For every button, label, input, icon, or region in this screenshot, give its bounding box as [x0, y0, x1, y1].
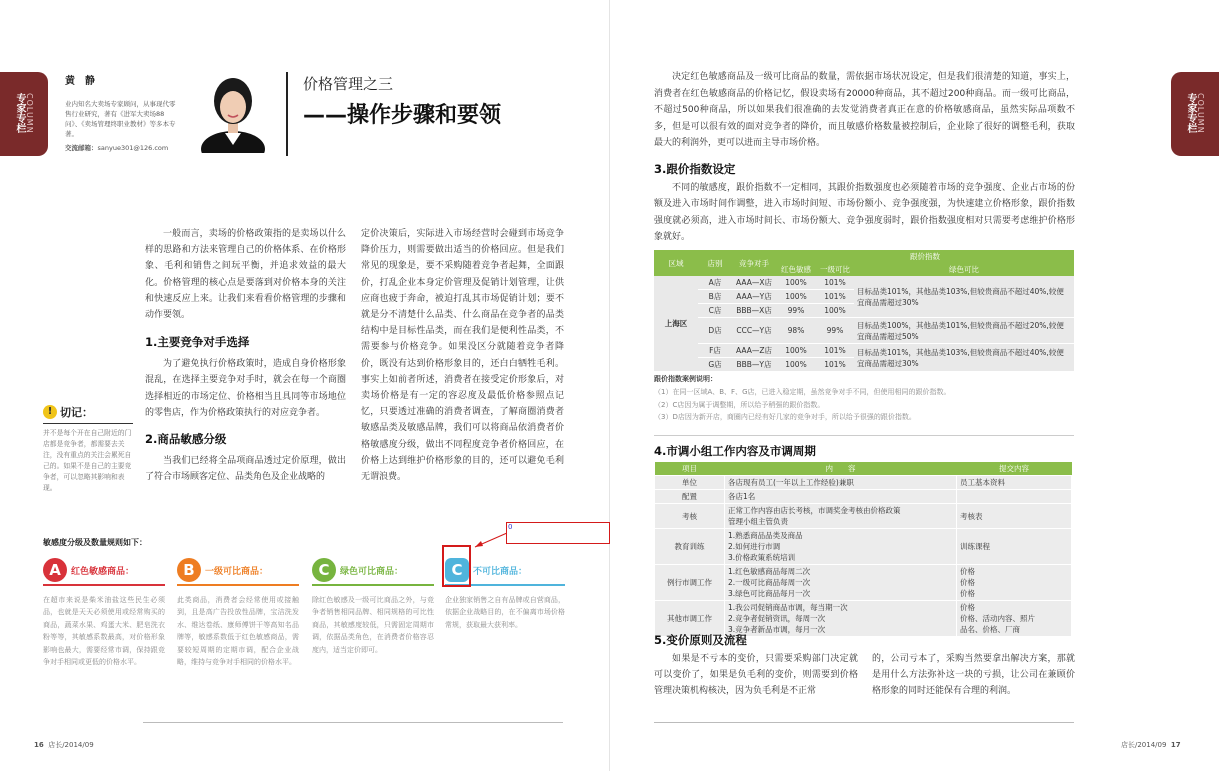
column-2 [361, 226, 564, 485]
red-cell: 100% [776, 358, 816, 372]
content-line: 3.绿色可比商品每月一次 [728, 589, 811, 598]
th-level1: 一级可比 [816, 263, 854, 276]
warning-header [43, 404, 133, 424]
th-submit: 提交内容 [957, 462, 1072, 476]
level1-cell: 101% [816, 358, 854, 372]
content-cell [725, 565, 957, 601]
store-cell: D店 [698, 318, 732, 344]
author-bio: 业内知名大卖场专家顾问，从事现代零售行业研究，著有《进军大卖场88问》、《卖场管理终职业教材》等多本专著。 [65, 100, 176, 138]
level1-cell: 101% [816, 344, 854, 358]
table-row [654, 318, 1074, 344]
th-index: 跟价指数 [776, 250, 1074, 263]
region-cell: 上海区 [654, 276, 698, 372]
level1-cell: 99% [816, 318, 854, 344]
green-cell: 目标品类101%，其他品类103%,但较贵商品不超过40%,较便宜商品需超过30% [854, 344, 1074, 372]
footer-right [1121, 740, 1181, 750]
level1-cell: 100% [816, 304, 854, 318]
email-label: 交流邮箱： [65, 144, 98, 152]
letter-c-icon: C [312, 558, 336, 582]
author-email-row [65, 143, 180, 152]
store-cell: F店 [698, 344, 732, 358]
red-cell: 100% [776, 290, 816, 304]
paragraph: 一般而言，卖场的价格政策指的是卖场以什么样的思路和方法来管理自己的价格体系、在价格形象、毛利和销售之间玩平衡，并追求效益的最大化。价格管理的核心点是要落到对价格本身的关注和快速反应上来。让我们来看看价格管理的步骤和动作要领。 [145, 229, 346, 321]
paragraph: 定价决策后，实际进入市场经营时会碰到市场竞争降价压力，则需要做出适当的价格回应。但是我们常见的现象是，要不采购随着竞争者起舞，全面跟价，打乱企业本身定价管理及促销计划管理，让供应商也疲于奔命，被迫打乱其市场促销计划；要不就是分不清楚什么品类、什么商品在竞争者的品类结构中是目标性品类，而在我们是便利性品类，不需要参与价格竞争。如果没区分就随着竞争者降价，既没有达到价格形象目的，还白白牺牲毛利。事实上如前者所述，消费者在接受定价形象后，对卖场价格是有一定的容忍度及最低价格参照点记忆，只要透过准确的消费者调查，了解商圈消费者敏感品类及敏感品牌，我们可以将商品依消费者价格敏感度分级，做出不同程度竞争者价格回应，在价格上达到维护价格形象的目的，还可以避免毛利无谓浪费。 [361, 229, 564, 483]
green-cell: 目标品类101%，其他品类103%,但较贵商品不超过40%,较便宜商品需超过30% [854, 276, 1074, 318]
footer-rule [143, 722, 563, 723]
magazine-issue: 店长/2014/09 [1121, 741, 1167, 749]
section-heading: 1.主要竞争对手选择 [145, 335, 250, 350]
right-intro [654, 69, 1075, 152]
rule-heading: 敏感度分级及数量规则如下： [43, 538, 147, 547]
table-row [655, 504, 1072, 529]
submit-cell [957, 529, 1072, 565]
store-cell: C店 [698, 304, 732, 318]
level1-cell: 101% [816, 290, 854, 304]
column-tab-sub: COLUMN [25, 92, 34, 134]
th-item: 项目 [655, 462, 725, 476]
competitor-cell: AAA—Z店 [732, 344, 776, 358]
card-green [312, 558, 434, 656]
paragraph: 的，公司亏本了，采购当然要拿出解决方案，那就是用什么方法弥补这一块的亏损，让公司在兼顾价格形象的同时还能保有合理的利润。 [872, 654, 1075, 697]
card-orange [177, 558, 299, 668]
card-text: 此类商品，消费者会经常使用或接触到，且是高广告投放性品牌，宝洁洗发水、维达卷纸、康师傅饼干等高知名品牌等，敏感系数低于红色敏感商品，需要较短周期的定期市调，配合企业战略，维持与竞争对手相同的价格水平。 [177, 596, 299, 667]
price-index-table [654, 250, 1074, 372]
card-text: 企业独家销售之自有品牌或自营商品，依据企业战略目的，在不偏离市场价格常规，获取最大获利率。 [445, 596, 565, 629]
paragraph: 当我们已经将全品项商品透过定价原理，做出了符合市场顾客定位、品类角色及企业战略的 [145, 456, 346, 483]
item-cell: 例行市调工作 [655, 565, 725, 601]
table-row [654, 344, 1074, 358]
card-header [312, 558, 434, 586]
submit-line: 价格 [960, 567, 975, 576]
submit-cell [957, 601, 1072, 637]
paragraph: 决定红色敏感商品及一级可比商品的数量，需依据市场状况设定，但是我们很清楚的知道，事实上，消费者在红色敏感商品的价格记忆，假设卖场有20000种商品，其不超过200种商品。而一级可比商品，不超过500种商品，所以如果我们很准确的去发觉消费者真正在意的价格敏感商品，虽然实际品项数不多，但是可以很有效的面对竞争者的降价，而且敏感价格数量被控制后，企业除了很好的调整毛利，获取最大的利润外，更可以进而主导市场价格。 [654, 72, 1075, 149]
th-content: 内 容 [725, 462, 957, 476]
annotation-label-box[interactable] [506, 522, 610, 544]
card-text: 除红色敏感及一级可比商品之外，与竞争者销售相同品牌、相同规格的可比性商品，其敏感度较低，只需固定周期市调，依据品类角色，在消费者价格容忍度内，适当定价即可。 [312, 596, 434, 654]
item-cell: 教育训练 [655, 529, 725, 565]
competitor-cell: AAA—X店 [732, 276, 776, 290]
submit-cell [957, 565, 1072, 601]
content-cell [725, 476, 957, 490]
card-label: 一级可比商品： [205, 566, 269, 577]
card-red [43, 558, 165, 668]
green-cell: 目标品类100%，其他品类101%,但较贵商品不超过20%,较便宜商品需超过50% [854, 318, 1074, 344]
page-number: 17 [1170, 741, 1181, 749]
card-text: 在超市来说是柴米油盐这些民生必须品，也就是天天必须使用或经常购买的商品，蔬菜水果、鸡蛋大米、肥皂洗衣粉等等，其敏感系数最高，对价格形象影响也最大，需要经常市调，保持跟竞争对手相同或更低的价格水平。 [43, 596, 165, 667]
submit-cell [957, 476, 1072, 490]
column-tab-left [0, 72, 48, 156]
th-red: 红色敏感 [776, 263, 816, 276]
paragraph: 不同的敏感度，跟价指数不一定相同，其跟价指数强度也必须随着市场的竞争强度、企业占市场的份额及进入市场时间作调整，进入市场时间短、市场份额小、竞争强度强，为快速建立价格形象，跟价指数强度就必须高，进入市场时间长、市场份额大、竞争强度弱时，跟价指数强度相对只需要考虑维护价格形象就好。 [654, 183, 1075, 243]
store-cell: B店 [698, 290, 732, 304]
content-line: 3.竞争者新品市调，每月一次 [728, 625, 826, 634]
column-tab-text: 专家专栏 [1185, 93, 1196, 133]
competitor-cell: BBB—X店 [732, 304, 776, 318]
content-line: 2.如何进行市调 [728, 542, 781, 551]
level1-cell: 101% [816, 276, 854, 290]
section-heading: 2.商品敏感分级 [145, 432, 227, 447]
survey-team-table [654, 462, 1072, 637]
magazine-issue: 店长/2014/09 [48, 741, 94, 749]
author-email: sanyue301@126.com [97, 144, 169, 152]
content-cell [725, 504, 957, 529]
red-cell: 100% [776, 276, 816, 290]
submit-line: 品名、价格、厂商 [960, 625, 1020, 634]
content-line: 2.竞争者促销资讯，每周一次 [728, 614, 826, 623]
content-cell [725, 490, 957, 504]
th-store: 店别 [698, 250, 732, 276]
item-cell: 单位 [655, 476, 725, 490]
th-competitor: 竞争对手 [732, 250, 776, 276]
annotation-label: 0 [508, 523, 513, 531]
warning-icon: ! [43, 405, 57, 419]
th-region: 区域 [654, 250, 698, 276]
red-cell: 99% [776, 304, 816, 318]
section-heading: 4.市调小组工作内容及市调周期 [654, 444, 816, 458]
author-name: 黄 静 [65, 76, 95, 87]
letter-b-icon: B [177, 558, 201, 582]
right-col-b [872, 651, 1075, 700]
table-row [655, 490, 1072, 504]
submit-line: 考核表 [960, 511, 983, 521]
card-label: 绿色可比商品： [340, 566, 404, 577]
author-block [65, 72, 180, 152]
red-cell: 98% [776, 318, 816, 344]
right-p2 [654, 180, 1075, 246]
red-cell: 100% [776, 344, 816, 358]
annotation-highlight-box [442, 545, 471, 587]
submit-line: 价格、活动内容、照片 [960, 614, 1035, 623]
note-item: （3）D店因为新开店，商圈内已经有好几家的竞争对手，所以给予很强的跟价指数。 [654, 413, 916, 422]
card-header [43, 558, 165, 586]
store-cell: G店 [698, 358, 732, 372]
table-row [654, 276, 1074, 290]
title-line1: 价格管理之三 [303, 75, 394, 93]
author-photo [197, 73, 269, 153]
competitor-cell: CCC—Y店 [732, 318, 776, 344]
content-cell [725, 529, 957, 565]
warning-box [43, 404, 133, 494]
paragraph: 为了避免执行价格政策时，造成自身价格形象混乱，在选择主要竞争对手时，就会在每一个商圈选择相近的市场定位、价格相当且具同等市场地位的零售店，作为价格政策执行的对应竞争者。 [145, 359, 346, 418]
item-cell: 配置 [655, 490, 725, 504]
column-tab-text: 专家专栏 [14, 93, 25, 133]
letter-a-icon: A [43, 558, 67, 582]
notes-title: 跟价指数案例说明： [654, 375, 717, 383]
submit-line: 价格 [960, 578, 975, 587]
submit-cell [957, 490, 1072, 504]
item-cell: 考核 [655, 504, 725, 529]
article-title [303, 73, 501, 129]
divider [654, 435, 1074, 436]
content-line: 1.红色敏感商品每周二次 [728, 567, 811, 576]
note-item: （2）C店因为属于调整期，所以给予稍强的跟价指数。 [654, 400, 825, 409]
column-1 [145, 226, 346, 485]
letter-c-icon: C [445, 558, 469, 582]
warning-text: 并不是每个开在自己附近的门店都是竞争者，都需要去关注，没有重点的关注会累死自己的。如果不是自己的主要竞争者，可以忽略其影响和表现。 [43, 429, 132, 492]
card-label: 不可比商品： [473, 566, 528, 577]
content-line: 3.价格政策系统培训 [728, 553, 796, 562]
content-cell [725, 601, 957, 637]
content-line: 各店1名 [728, 492, 756, 501]
column-tab-right [1171, 72, 1219, 156]
column-tab-sub: COLUMN [1196, 92, 1205, 134]
page-number: 16 [34, 741, 44, 749]
submit-line: 训练课程 [960, 542, 990, 551]
section-heading: 5.变价原则及流程 [654, 633, 747, 647]
title-line2: ——操作步骤和要领 [303, 103, 502, 128]
table-row [655, 476, 1072, 490]
card-label: 红色敏感商品： [71, 566, 135, 577]
warning-title: 切记： [60, 406, 93, 419]
note-item: （1）在同一区域A、B、F、G店，已进入稳定期，虽然竞争对手不同，但使用相同的跟价指数。 [654, 388, 951, 396]
content-line: 正常工作内容由店长考核，市调奖金考核由价格政策 [728, 506, 901, 515]
right-col-a [654, 651, 858, 700]
title-rule [286, 72, 288, 156]
table-row [655, 529, 1072, 565]
index-notes [654, 373, 1075, 424]
content-line: 1.熟悉商品品类及商品 [728, 531, 803, 540]
paragraph: 如果是不亏本的变价，只需要采购部门决定就可以变价了，如果是负毛利的变价，则需要到价格管理决策机构核决，因为负毛利是不正常 [654, 654, 858, 697]
footer-left [34, 740, 94, 750]
content-line: 1.我公司促销商品市调，每当期一次 [728, 603, 848, 612]
store-cell: A店 [698, 276, 732, 290]
content-line: 2.一级可比商品每周一次 [728, 578, 811, 587]
submit-line: 员工基本资料 [960, 478, 1005, 487]
th-green: 绿色可比 [854, 263, 1074, 276]
submit-line: 价格 [960, 603, 975, 612]
submit-line: 价格 [960, 589, 975, 598]
content-line: 各店现有员工(一年以上工作经验)兼职 [728, 478, 854, 487]
table-row [655, 565, 1072, 601]
competitor-cell: BBB—Y店 [732, 358, 776, 372]
section-heading: 3.跟价指数设定 [654, 162, 736, 176]
footer-rule [654, 722, 1074, 723]
page-spine [609, 0, 610, 771]
annotation-arrow [470, 530, 510, 550]
card-header [177, 558, 299, 586]
content-line: 管理小组主管负责 [728, 517, 788, 526]
competitor-cell: AAA—Y店 [732, 290, 776, 304]
submit-cell [957, 504, 1072, 529]
item-cell: 其他市调工作 [655, 601, 725, 637]
